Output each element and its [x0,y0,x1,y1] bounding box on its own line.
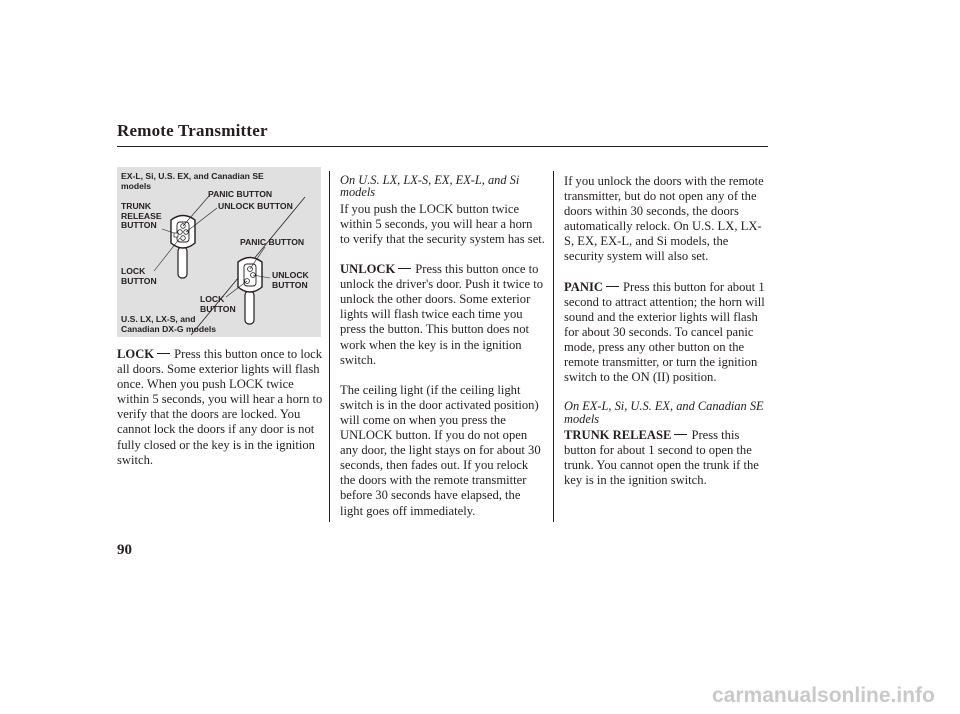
column-1 [117,347,323,468]
column-2 [340,174,545,519]
figure-label-unlock-top: UNLOCK BUTTON [218,201,293,211]
key-fob-top [154,196,217,278]
figure-label-lock-left: LOCK BUTTON [121,266,157,286]
ceiling-light-paragraph: The ceiling light (if the ceiling light switch is in the door activated position) will come on when you press the UNLOCK button. If you do not open any door, the light stays on for about 30 seconds, then fades out. If you relock the doors with the remote transmitter before 30 seconds have elapsed, the light goes off immediately. [340,382,541,518]
push-twice-paragraph: If you push the LOCK button twice within 5 seconds, you will hear a horn to verify that the security system has set. [340,201,545,246]
page-number: 90 [117,542,132,558]
figure-label-panic-bottom: PANIC BUTTON [240,237,305,247]
panic-term: PANIC [564,279,603,294]
column-divider-right [553,171,554,522]
unlock-text: Press this button once to unlock the driver's door. Push it twice to unlock the other doors. Some exterior lights will flash twice each time you press the button. This button does not work when the key is in the ignition switch. [340,262,544,367]
lock-text: Press this button once to lock all doors. Some exterior lights will flash once. When you push LOCK twice within 5 seconds, you will hear a horn to verify that the doors are locked. You cannot lock the doors if any door is not fully closed or the key is in the ignition switch. [117,347,323,467]
watermark-logo: carmanualsonline.info [712,684,935,707]
panic-paragraph [564,280,770,386]
panic-text: Press this button for about 1 second to attract attention; the horn will sound and the exterior lights will flash for about 30 seconds. To cancel panic mode, press any other button on the remote transmitter, or turn the ignition switch to the ON (II) position. [564,279,765,385]
trunk-release-term: TRUNK RELEASE [564,428,672,443]
figure-label-top-models: EX-L, Si, U.S. EX, and Canadian SE models [121,171,264,191]
unlock-term: UNLOCK [340,262,396,277]
column-3 [564,174,770,488]
figure-label-unlock-bottom: UNLOCK BUTTON [272,270,309,290]
trunk-release-text: Press this button for about 1 second to open the trunk. You cannot open the trunk if the key is in the ignition switch. [564,428,759,488]
unlock-paragraph [340,262,545,368]
remote-transmitter-illustration [117,167,321,337]
em-dash [674,434,687,435]
section-heading-exl-models: On EX-L, Si, U.S. EX, and Canadian SE models [564,399,764,426]
trunk-release-paragraph [564,428,770,488]
figure-label-trunk-release: TRUNK RELEASE BUTTON [121,201,162,231]
em-dash [398,268,411,269]
figure-label-panic-top: PANIC BUTTON [208,189,273,199]
em-dash [157,353,170,354]
figure-label-bottom-models: U.S. LX, LX-S, and Canadian DX-G models [121,314,217,334]
page-title: Remote Transmitter [117,121,268,140]
lock-term: LOCK [117,347,155,361]
lock-paragraph [117,347,323,468]
section-heading-us-models: On U.S. LX, LX-S, EX, EX-L, and Si models [340,173,520,200]
figure-label-lock-bottom: LOCK BUTTON [200,294,236,314]
em-dash [606,286,619,287]
header-rule [117,146,768,147]
relock-paragraph: If you unlock the doors with the remote transmitter, but do not open any of the doors within 30 seconds, the doors automatically relock. On U.S. LX, LX-S, EX, EX-L, and Si models, the security system will also set. [564,174,764,264]
column-divider-left [329,171,330,522]
